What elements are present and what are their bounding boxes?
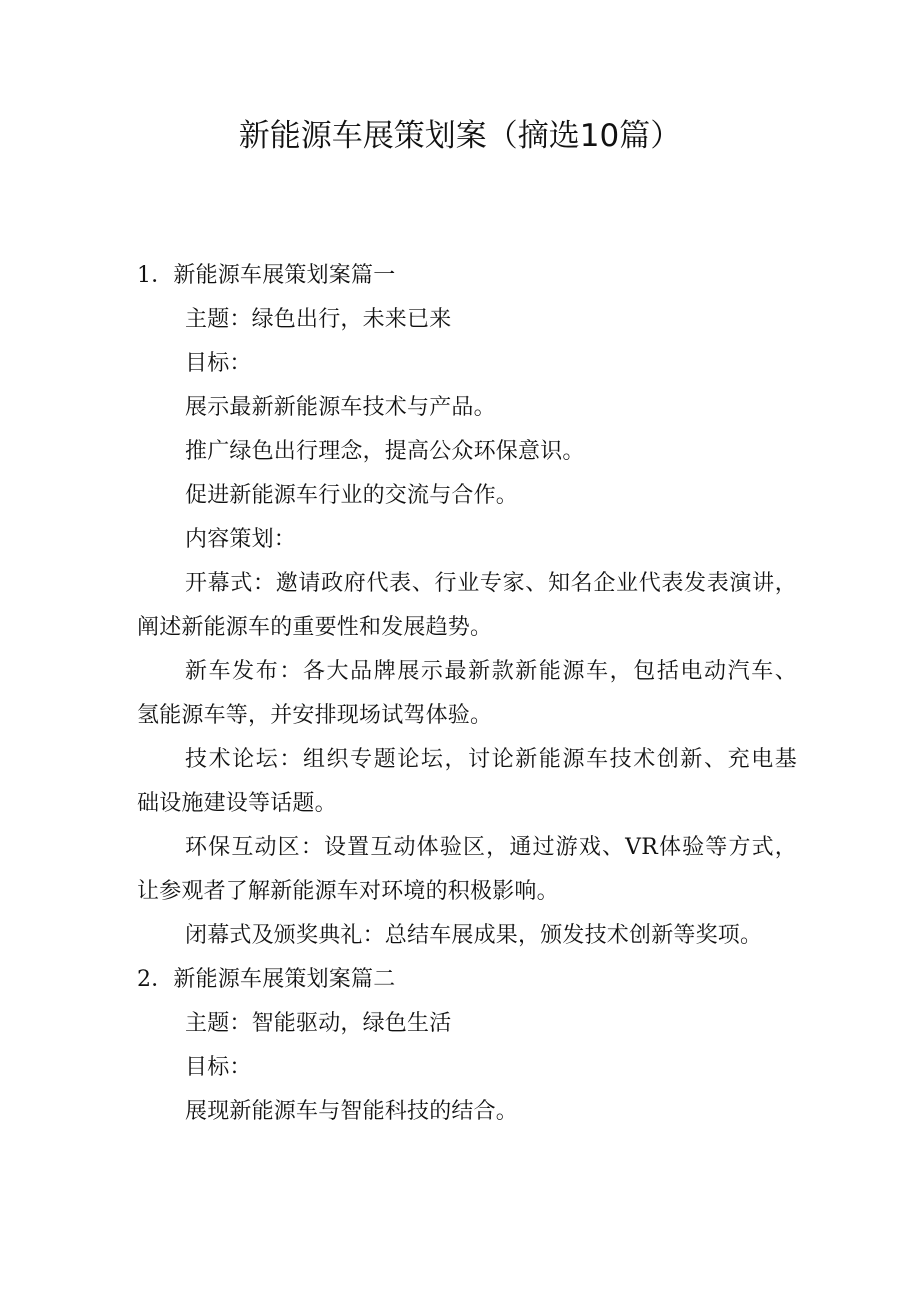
paragraph-line: 技术论坛：组织专题论坛，讨论新能源车技术创新、充电基 [185, 747, 797, 772]
theme-line-2: 主题：智能驱动，绿色生活 [185, 1011, 452, 1036]
paragraph-line: 氢能源车等，并安排现场试驾体验。 [137, 703, 493, 728]
goal-item: 展示最新新能源车技术与产品。 [185, 395, 496, 420]
goal-item: 展现新能源车与智能科技的结合。 [185, 1099, 519, 1124]
paragraph-line: 闭幕式及颁奖典礼：总结车展成果，颁发技术创新等奖项。 [185, 923, 763, 948]
goal-label-1: 目标： [185, 351, 252, 376]
paragraph-line: 开幕式：邀请政府代表、行业专家、知名企业代表发表演讲， [185, 571, 797, 596]
paragraph-line: 础设施建设等话题。 [137, 791, 337, 816]
paragraph-line: 让参观者了解新能源车对环境的积极影响。 [137, 879, 559, 904]
document-body [137, 254, 797, 1134]
section-heading-2: 2．新能源车展策划案篇二 [137, 967, 396, 992]
paragraph-line: 环保互动区：设置互动体验区，通过游戏、VR体验等方式， [185, 835, 797, 860]
document-title: 新能源车展策划案（摘选10篇） [238, 118, 682, 154]
paragraph-line: 阐述新能源车的重要性和发展趋势。 [137, 615, 493, 640]
goal-item: 促进新能源车行业的交流与合作。 [185, 483, 519, 508]
section-heading-1: 1．新能源车展策划案篇一 [137, 263, 396, 288]
paragraph-line: 新车发布：各大品牌展示最新款新能源车，包括电动汽车、 [185, 659, 797, 684]
goal-item: 推广绿色出行理念，提高公众环保意识。 [185, 439, 585, 464]
content-plan-label: 内容策划： [185, 527, 297, 552]
theme-line-1: 主题：绿色出行，未来已来 [185, 307, 452, 332]
goal-label-2: 目标： [185, 1055, 252, 1080]
